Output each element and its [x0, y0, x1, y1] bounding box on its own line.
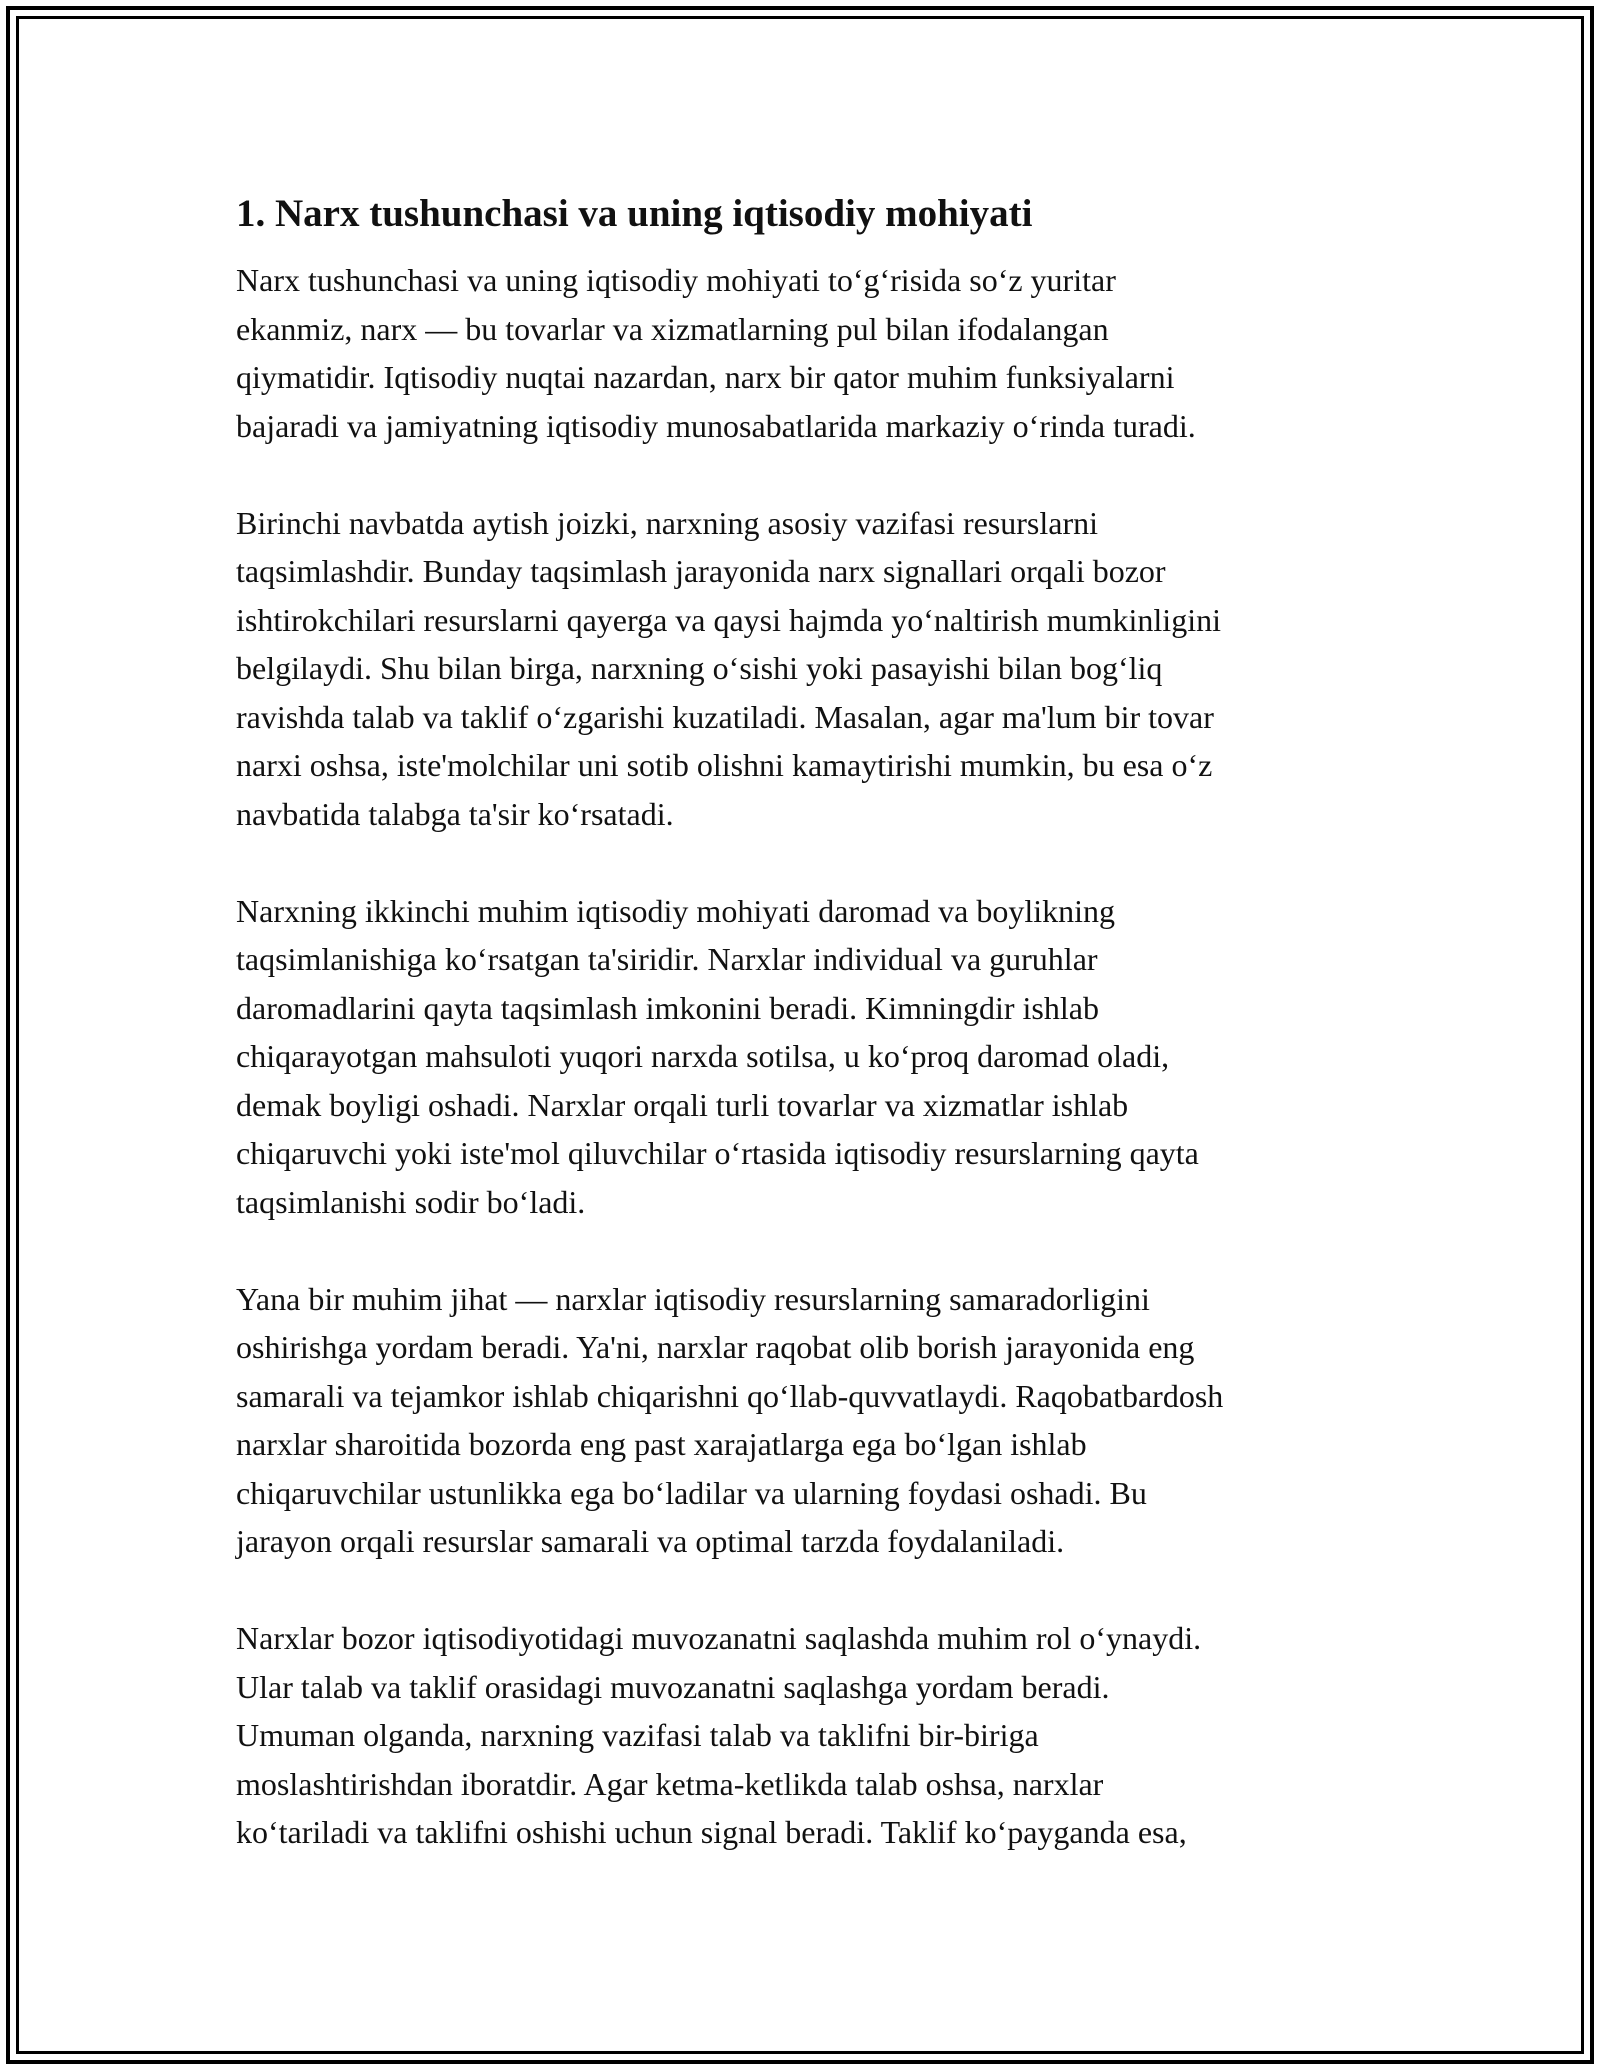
document-body — [236, 186, 1386, 1905]
text-line: Narxning ikkinchi muhim iqtisodiy mohiyati daromad va boylikning — [236, 892, 1116, 929]
paragraph-4 — [236, 1275, 1386, 1566]
text-line: taqsimlashdir. Bunday taqsimlash jarayonida narx signallari orqali bozor — [236, 553, 1166, 589]
section-heading: 1. Narx tushunchasi va uning iqtisodiy mohiyati — [236, 192, 1033, 235]
text-line: narxlar sharoitida bozorda eng past xarajatlarga ega bo‘lgan ishlab — [236, 1426, 1087, 1462]
text-line: Yana bir muhim jihat — narxlar iqtisodiy resurslarning samaradorligini — [236, 1280, 1150, 1317]
text-line: ishtirokchilari resurslarni qayerga va qaysi hajmda yo‘naltirish mumkinligini — [236, 601, 1221, 638]
paragraph-3 — [236, 887, 1386, 1227]
text-line: moslashtirishdan iboratdir. Agar ketma-ketlikda talab oshsa, narxlar — [236, 1765, 1104, 1802]
text-line: jarayon orqali resurslar samarali va optimal tarzda foydalaniladi. — [236, 1523, 1065, 1559]
text-line: Umuman olganda, narxning vazifasi talab va taklifni bir-biriga — [236, 1717, 1039, 1753]
text-line: ko‘tariladi va taklifni oshishi uchun signal beradi. Taklif ko‘payganda esa, — [236, 1814, 1187, 1850]
text-line: demak boyligi oshadi. Narxlar orqali turli tovarlar va xizmatlar ishlab — [236, 1086, 1129, 1123]
text-line: Narx tushunchasi va uning iqtisodiy mohiyati to‘g‘risida so‘z yuritar — [236, 262, 1116, 298]
text-line: chiqaruvchi yoki iste'mol qiluvchilar o‘rtasida iqtisodiy resurslarning qayta — [236, 1135, 1199, 1171]
paragraph-5 — [236, 1614, 1386, 1857]
text-line: Birinchi navbatda aytish joizki, narxning asosiy vazifasi resurslarni — [236, 504, 1098, 541]
paragraph-1 — [236, 256, 1386, 450]
text-line: ekanmiz, narx — bu tovarlar va xizmatlarning pul bilan ifodalangan — [236, 310, 1109, 347]
text-line: taqsimlanishi sodir bo‘ladi. — [236, 1183, 586, 1220]
text-line: taqsimlanishiga ko‘rsatgan ta'siridir. Narxlar individual va guruhlar — [236, 941, 1098, 977]
text-line: qiymatidir. Iqtisodiy nuqtai nazardan, narx bir qator muhim funksiyalarni — [236, 359, 1175, 395]
text-line: ravishda talab va taklif o‘zgarishi kuzatiladi. Masalan, agar ma'lum bir tovar — [236, 698, 1214, 735]
text-line: narxi oshsa, iste'molchilar uni sotib olishni kamaytirishi mumkin, bu esa o‘z — [236, 747, 1213, 783]
text-line: oshirishga yordam beradi. Ya'ni, narxlar raqobat olib borish jarayonida eng — [236, 1329, 1195, 1365]
text-line: bajaradi va jamiyatning iqtisodiy munosabatlarida markaziy o‘rinda turadi. — [236, 407, 1196, 444]
text-line: samarali va tejamkor ishlab chiqarishni qo‘llab-quvvatlaydi. Raqobatbardosh — [236, 1377, 1224, 1414]
text-line: Ular talab va taklif orasidagi muvozanatni saqlashga yordam beradi. — [236, 1668, 1110, 1705]
text-line: navbatida talabga ta'sir ko‘rsatadi. — [236, 795, 674, 832]
text-line: belgilaydi. Shu bilan birga, narxning o‘sishi yoki pasayishi bilan bog‘liq — [236, 650, 1163, 686]
text-line: daromadlarini qayta taqsimlash imkonini beradi. Kimningdir ishlab — [236, 989, 1099, 1026]
text-line: Narxlar bozor iqtisodiyotidagi muvozanatni saqlashda muhim rol o‘ynaydi. — [236, 1620, 1202, 1656]
text-line: chiqaruvchilar ustunlikka ega bo‘ladilar va ularning foydasi oshadi. Bu — [236, 1474, 1147, 1511]
paragraph-2 — [236, 499, 1386, 839]
text-line: chiqarayotgan mahsuloti yuqori narxda sotilsa, u ko‘proq daromad oladi, — [236, 1038, 1170, 1074]
